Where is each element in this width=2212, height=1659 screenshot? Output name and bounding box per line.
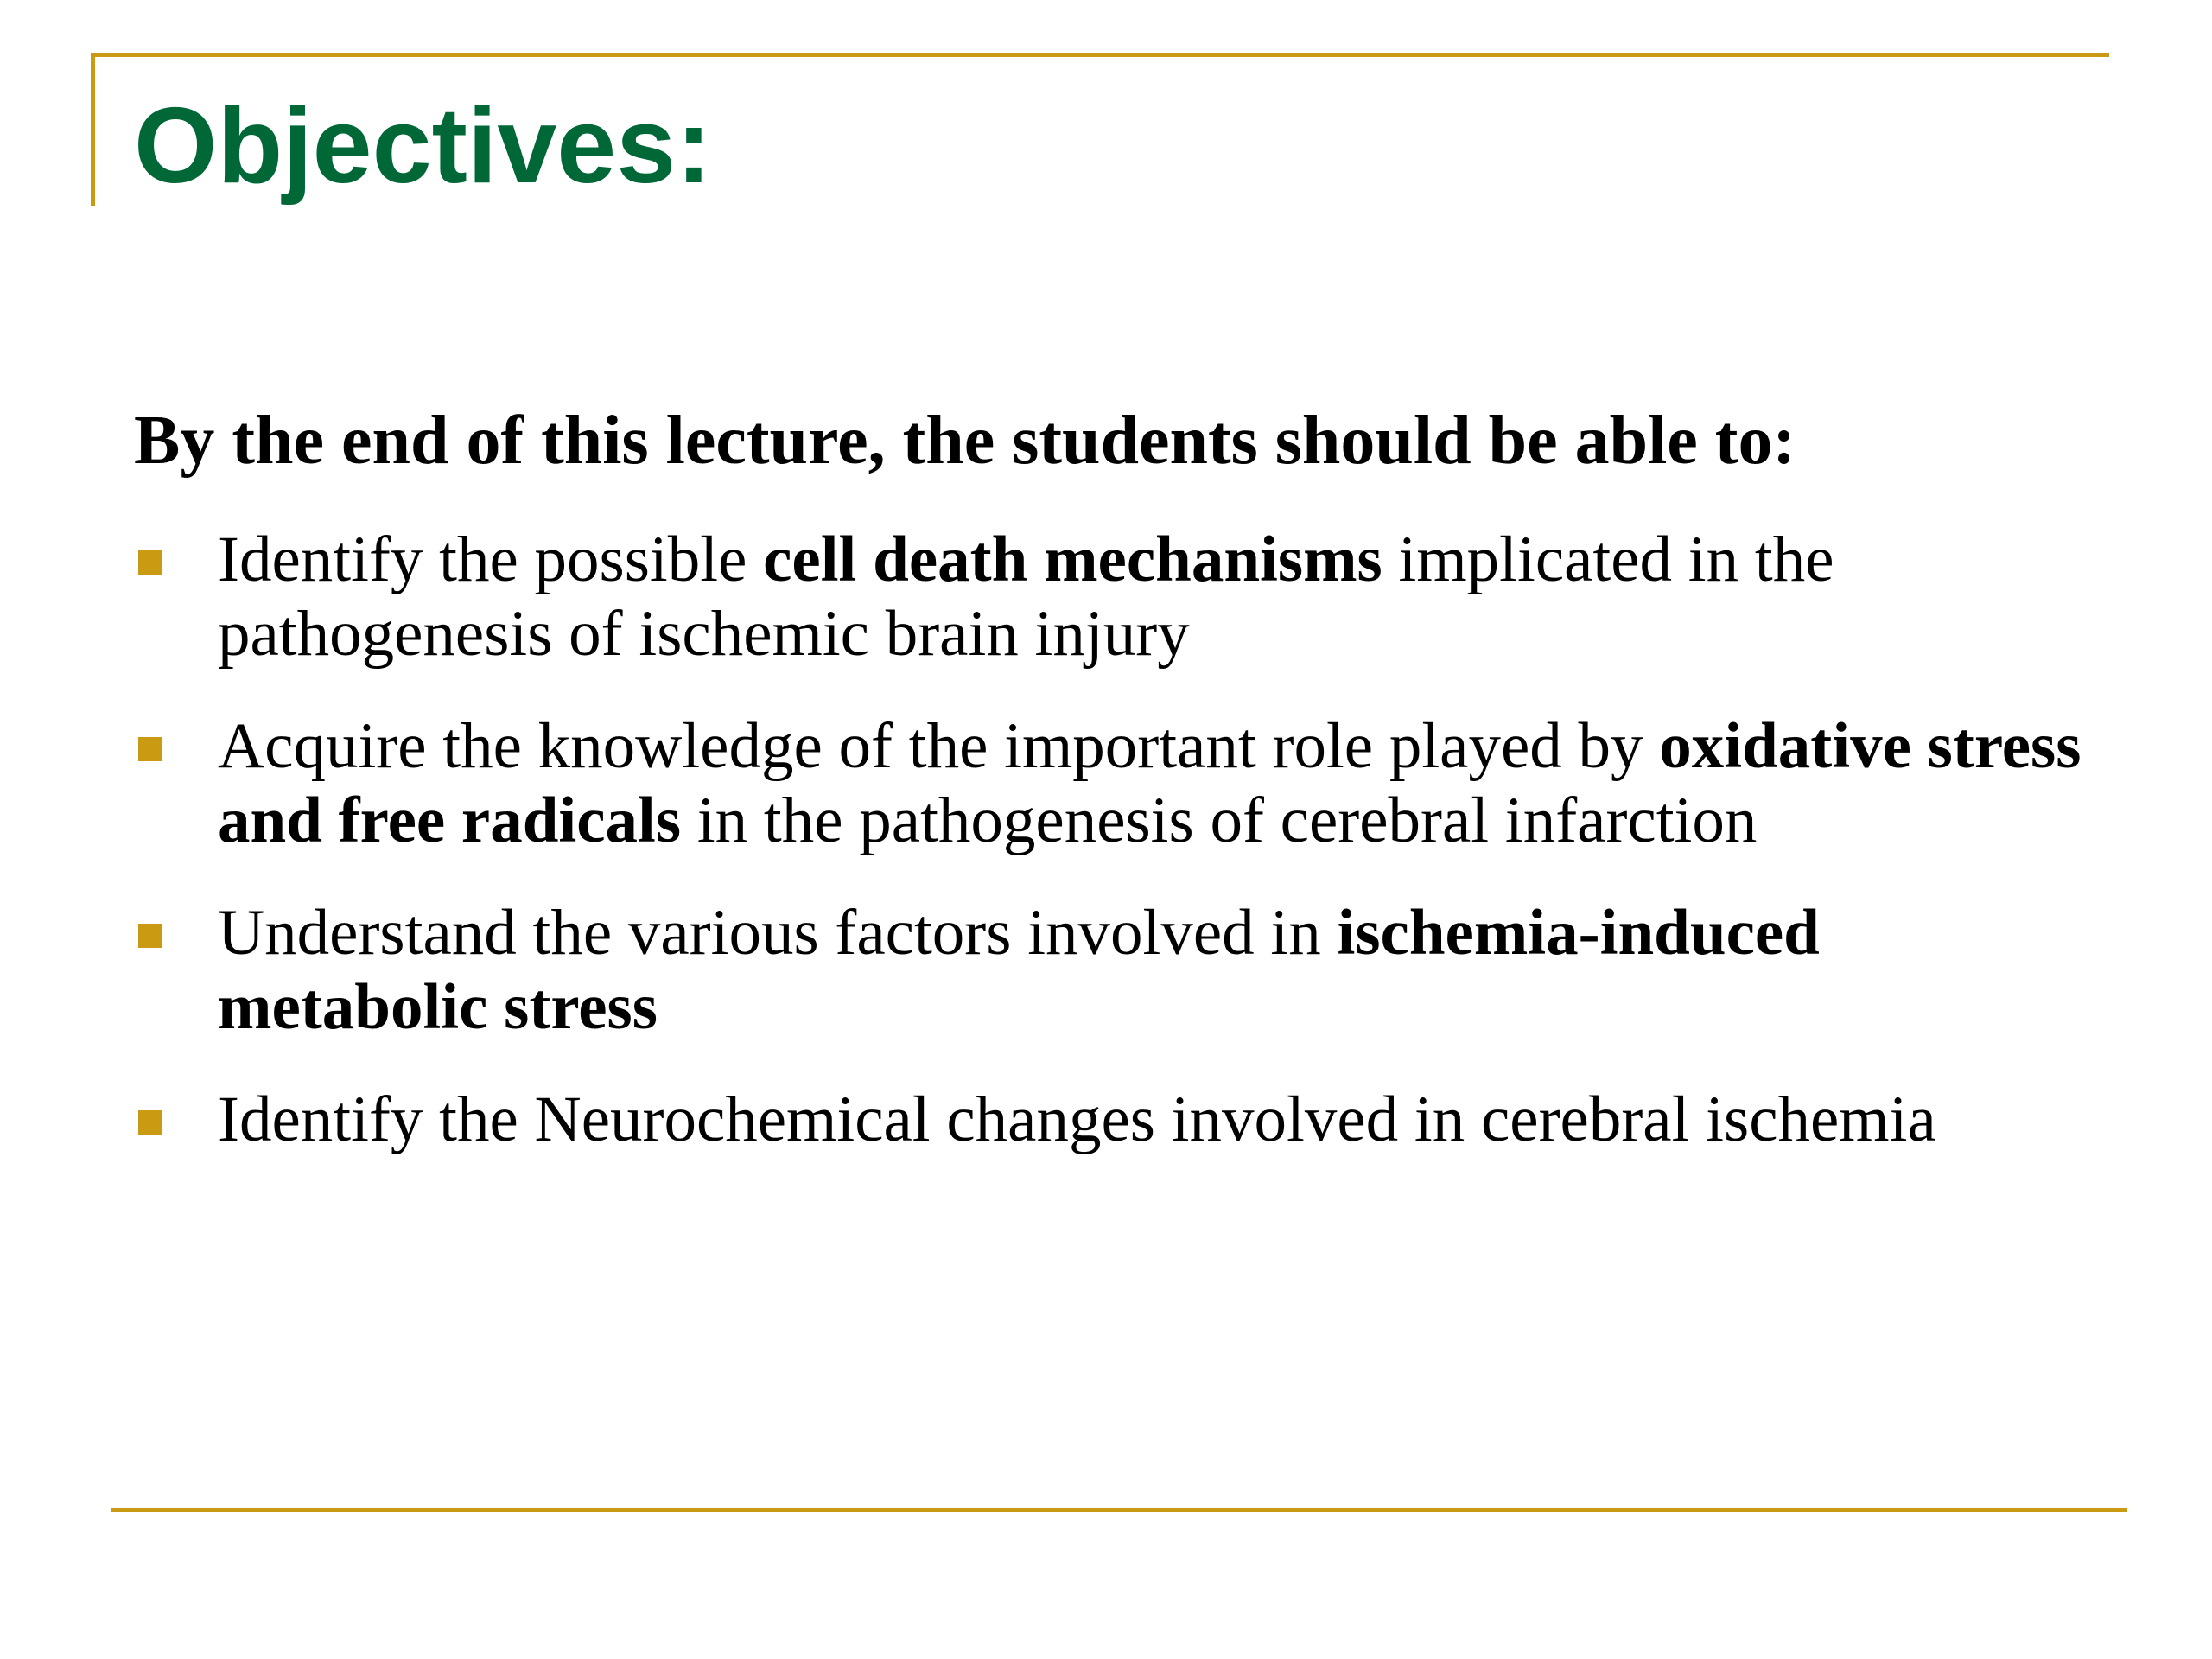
square-bullet-icon	[138, 550, 162, 575]
objective-item	[0, 896, 2084, 1045]
objective-item	[0, 709, 2084, 858]
objective-text: Identify the possible	[218, 524, 764, 595]
bottom-border-line	[111, 1508, 2127, 1512]
objective-item	[0, 1083, 2084, 1157]
objectives-list	[0, 523, 2212, 1195]
objective-emphasis: oxidative stress and free radicals	[218, 710, 2082, 856]
square-bullet-icon	[138, 737, 162, 761]
objective-item	[0, 523, 2084, 671]
top-border-line	[91, 53, 2109, 57]
objective-text: Acquire the knowledge of the important role played by	[218, 710, 1660, 782]
objective-text: Identify the Neurochemical changes involved in cerebral ischemia	[218, 1084, 1936, 1155]
slide-title: Objectives:	[134, 86, 712, 206]
objective-emphasis: cell death mechanisms	[763, 524, 1382, 595]
objective-text: implicated in the pathogenesis of ischemic brain injury	[218, 524, 1834, 670]
objective-emphasis: ischemia-induced metabolic stress	[218, 897, 1820, 1043]
square-bullet-icon	[138, 924, 162, 948]
objective-text: in the pathogenesis of cerebral infarction	[681, 785, 1758, 856]
square-bullet-icon	[138, 1110, 162, 1135]
intro-text: By the end of this lecture, the students should be able to:	[134, 403, 1796, 479]
objective-text: Understand the various factors involved in	[218, 897, 1338, 969]
left-border-line	[91, 53, 95, 206]
